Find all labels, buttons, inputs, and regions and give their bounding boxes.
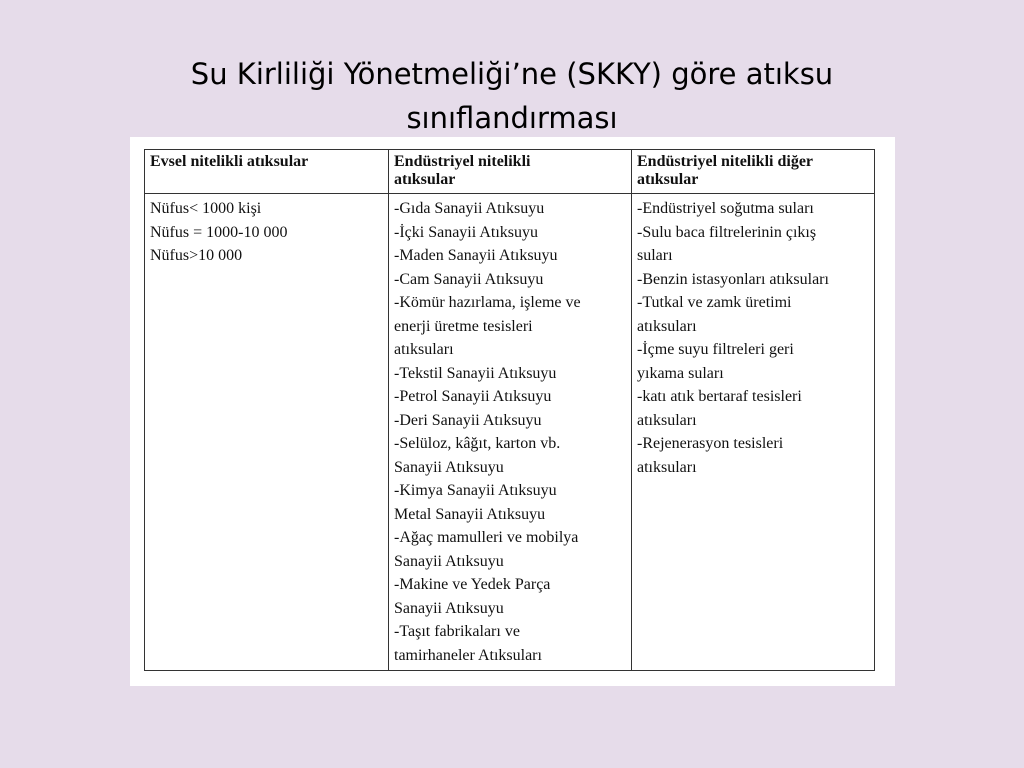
cell-text-line: -Tutkal ve zamk üretimi — [637, 294, 792, 311]
cell-text-line: Endüstriyel nitelikli diğer — [637, 153, 814, 170]
cell-text-line: atıksuları — [637, 317, 697, 335]
cell-text-line: -İçki Sanayii Atıksuyu — [394, 223, 538, 241]
cell-industrial-other — [632, 194, 875, 671]
header-industrial-other — [632, 150, 875, 194]
cell-text-line: Evsel nitelikli atıksular — [150, 153, 309, 170]
cell-text-line: atıksular — [637, 171, 699, 188]
cell-text-line: Metal Sanayii Atıksuyu — [394, 505, 546, 523]
cell-industrial — [389, 194, 632, 671]
cell-text-line: suları — [637, 247, 673, 264]
cell-text-line: Sanayii Atıksuyu — [394, 552, 504, 570]
cell-text-line: atıksuları — [637, 411, 697, 429]
cell-text-line: -Rejenerasyon tesisleri — [637, 435, 784, 452]
cell-text-line: -Sulu baca filtrelerinin çıkış — [637, 223, 817, 241]
cell-text-line: Endüstriyel nitelikli — [394, 153, 531, 170]
cell-text-line: yıkama suları — [637, 364, 724, 382]
cell-text-line: -Petrol Sanayii Atıksuyu — [394, 388, 552, 405]
header-industrial — [389, 150, 632, 194]
cell-text-line: -Gıda Sanayii Atıksuyu — [394, 200, 545, 217]
cell-text-line: Nüfus = 1000-10 000 — [150, 223, 288, 241]
table-image — [130, 137, 895, 686]
cell-text-line: -Ağaç mamulleri ve mobilya — [394, 529, 579, 546]
slide-title-line-1: Su Kirliliği Yönetmeliği’ne (SKKY) göre atıksu — [190, 57, 834, 91]
cell-text-line: -Benzin istasyonları atıksuları — [637, 270, 829, 288]
table-header-row — [145, 150, 875, 194]
cell-text-line: atıksuları — [637, 458, 697, 476]
cell-text-line: Sanayii Atıksuyu — [394, 458, 504, 476]
cell-text-line: -Kimya Sanayii Atıksuyu — [394, 482, 557, 499]
cell-text-line: -Makine ve Yedek Parça — [394, 576, 551, 593]
cell-text-line: -Endüstriyel soğutma suları — [637, 200, 814, 217]
cell-text-line: -Selüloz, kâğıt, karton vb. — [394, 435, 561, 452]
table-row — [145, 194, 875, 671]
cell-text-line: Nüfus>10 000 — [150, 247, 243, 264]
cell-text-line: Nüfus< 1000 kişi — [150, 200, 262, 217]
cell-text-line: -katı atık bertaraf tesisleri — [637, 388, 802, 405]
cell-text-line: atıksular — [394, 171, 456, 188]
cell-domestic — [145, 194, 389, 671]
slide-title — [100, 52, 924, 140]
cell-text-line: -Tekstil Sanayii Atıksuyu — [394, 364, 557, 382]
wastewater-classification-table — [144, 149, 875, 671]
cell-text-line: -İçme suyu filtreleri geri — [637, 341, 794, 358]
slide-title-line-2: sınıflandırması — [406, 101, 618, 135]
cell-text-line: -Maden Sanayii Atıksuyu — [394, 247, 558, 264]
cell-text-line: -Kömür hazırlama, işleme ve — [394, 294, 581, 311]
header-domestic — [145, 150, 389, 194]
cell-text-line: -Deri Sanayii Atıksuyu — [394, 411, 542, 429]
cell-text-line: Sanayii Atıksuyu — [394, 599, 504, 617]
cell-text-line: -Cam Sanayii Atıksuyu — [394, 270, 544, 288]
cell-text-line: -Taşıt fabrikaları ve — [394, 623, 520, 640]
cell-text-line: atıksuları — [394, 341, 454, 358]
cell-text-line: tamirhaneler Atıksuları — [394, 646, 542, 664]
cell-text-line: enerji üretme tesisleri — [394, 317, 533, 335]
